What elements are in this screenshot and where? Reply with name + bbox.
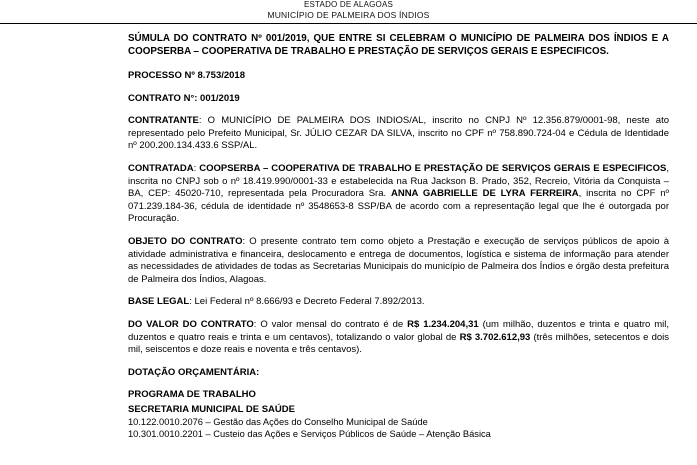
base-legal-label: BASE LEGAL xyxy=(128,296,190,308)
contratante-text: : O MUNICÍPIO DE PALMEIRA DOS INDIOS/AL, inscrito no CNPJ Nº 12.356.879/0001-98, neste ato representado pelo Prefeito Municipal, Sr. JÚLIO CEZAR DA SILVA, inscrito no CPF nº 758.890.724-04 e Cédula de Identidade nº 200.200.134.433.6 SSP/AL. xyxy=(128,115,669,152)
document-body xyxy=(0,24,697,441)
objeto-text: : O presente contrato tem como objeto a Prestação e execução de serviços públicos de apoio à atividade administrativa e financeira, deslocamento e entrega de documentos, logística e sistema de informação para atender as necessidades de atividades de todas as Secretarias Municipais do município de Palmeira dos Índios e órgão desta prefeitura de Palmeira dos Índios, Alagoas. xyxy=(128,235,670,285)
contratada-company-name: COOPSERBA – COOPERATIVA DE TRABALHO E PRESTAÇÃO DE SERVIÇOS GERAIS E ESPECIFICOS xyxy=(199,162,667,174)
budget-item: 10.301.0010.2201 – Custeio das Ações e Serviços Públicos de Saúde – Atenção Básica xyxy=(128,429,491,440)
document-header xyxy=(0,0,697,23)
valor-paragraph xyxy=(128,319,669,357)
contratada-paragraph: CONTRATADA: COOPSERBA – COOPERATIVA DE TRABALHO E PRESTAÇÃO DE SERVIÇOS GERAIS E ESPECIFICOS, inscrita no CNPJ sob o nº 18.419.990/0001-33 e estabelecida na Rua Jackson B. Prado, 352, Recreio, Vitória da Conquista – BA, CEP: 45020-710, representada pela Procuradora Sra. ANNA GABRIELLE DE LYRA FERREIRA, inscrita no CPF nº 071.239.184-36, cédula de identidade nº 3548653-8 SSP/BA de acordo com a representação legal que lhe é outorgada por Procuração. xyxy=(128,162,669,225)
valor-mensal: R$ 1.234.204,31 xyxy=(407,318,479,330)
document-title: SÚMULA DO CONTRATO Nº 001/2019, QUE ENTRE SI CELEBRAM O MUNICÍPIO DE PALMEIRA DOS ÍNDIOS E A COOPSERBA – COOPERATIVA DE TRABALHO E PRESTAÇÃO DE SERVIÇOS GERAIS E ESPECIFICOS. xyxy=(128,33,669,57)
contratante-paragraph xyxy=(128,115,669,153)
contratada-text-part2: , inscrita no CPF nº 071.239.184-36, cédula de identidade nº 3548653-8 SSP/BA de acordo com a representação legal que lhe é outorgada por Procuração. xyxy=(128,188,669,225)
valor-text-b: (um milhão, duzentos e trinta e quatro mil, duzentos e quatro reais e trinta e um centavos), totalizando o valor global de xyxy=(128,318,669,343)
contrato-label: CONTRATO N°: 001/2019 xyxy=(128,92,240,104)
contratada-representative-name: ANNA GABRIELLE DE LYRA FERREIRA xyxy=(390,188,579,200)
processo-line xyxy=(128,70,669,83)
secretaria-saude-heading: SECRETARIA MUNICIPAL DE SAÚDE xyxy=(128,403,295,415)
base-legal-paragraph xyxy=(128,296,669,309)
objeto-label: OBJETO DO CONTRATO xyxy=(128,235,243,247)
header-state-line: ESTADO DE ALAGOAS xyxy=(303,0,394,9)
contratada-text-part1: , inscrita no CNPJ sob o nº 18.419.990/0001-33 e estabelecida na Rua Jackson B. Prado, 352, Recreio, Vitória da Conquista – BA, CEP: 45020-710, representada pela Procuradora Sra. xyxy=(128,162,669,200)
contratante-label: CONTRATANTE xyxy=(128,115,199,127)
budget-item: 10.122.0010.2076 – Gestão das Ações do Conselho Municipal de Saúde xyxy=(128,417,428,428)
objeto-paragraph xyxy=(128,236,669,286)
valor-text-a: : O valor mensal do contrato é de xyxy=(253,318,408,330)
contrato-line xyxy=(128,93,669,106)
valor-text-c: (três milhões, setecentos e dois mil, seiscentos e doze reais e noventa e três centavos). xyxy=(128,331,670,356)
valor-global: R$ 3.702.612,93 xyxy=(459,331,531,343)
programa-trabalho-heading: PROGRAMA DE TRABALHO xyxy=(128,389,256,401)
base-legal-text: : Lei Federal nº 8.666/93 e Decreto Federal 7.892/2013. xyxy=(189,296,425,308)
contratada-label: CONTRATADA xyxy=(128,162,194,174)
valor-label: DO VALOR DO CONTRATO xyxy=(128,318,254,330)
dotacao-label: DOTAÇÃO ORÇAMENTÁRIA: xyxy=(128,366,260,378)
processo-label: PROCESSO Nº 8.753/2018 xyxy=(128,70,246,81)
dotacao-heading xyxy=(128,367,669,380)
header-municipality-line: MUNICÍPIO DE PALMEIRA DOS ÍNDIOS xyxy=(267,10,430,20)
